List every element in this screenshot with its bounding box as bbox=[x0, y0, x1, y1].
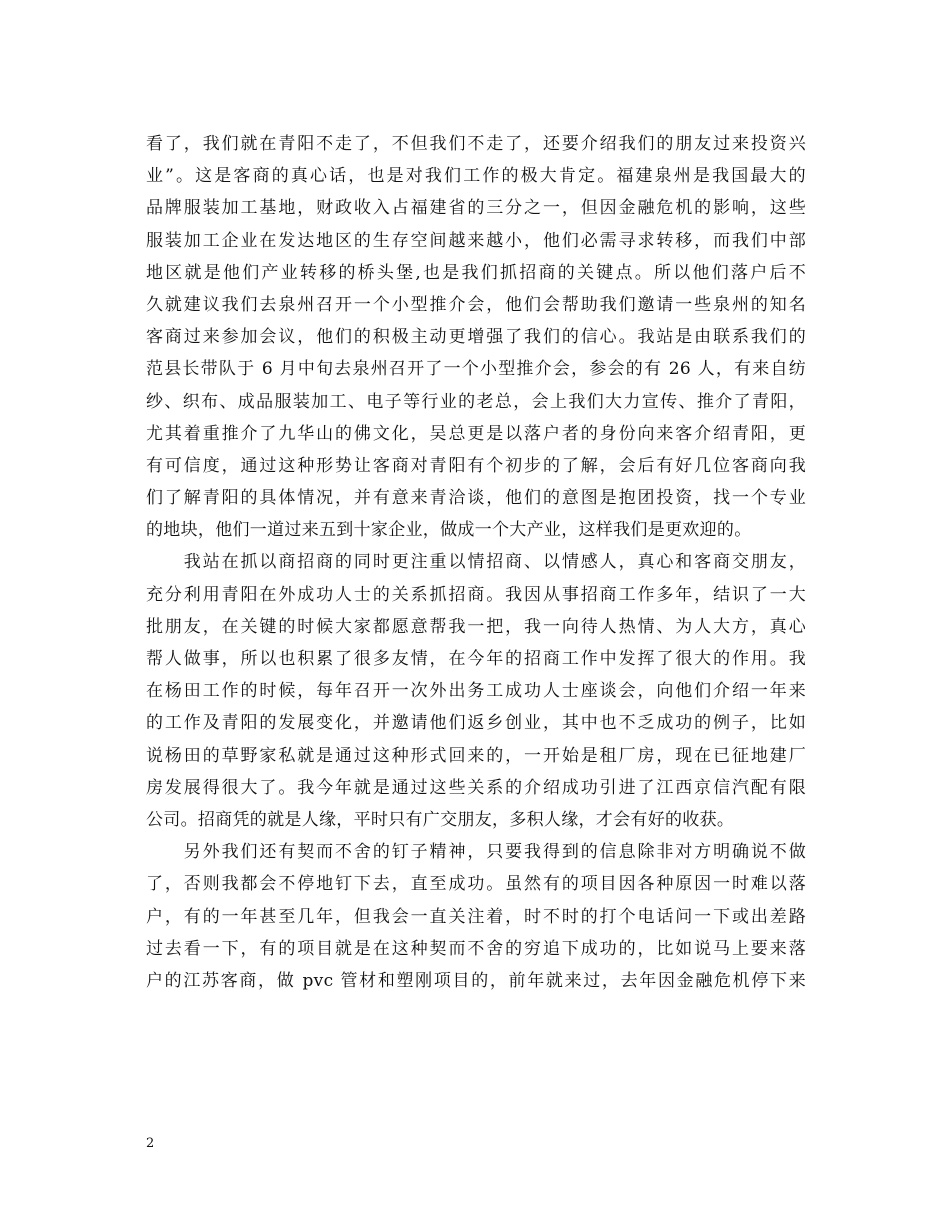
text-line: 户，有的一年甚至几年，但我会一直关注着，时不时的打个电话问一下或出差路 bbox=[146, 906, 806, 927]
text-line: 过去看一下，有的项目就是在这种契而不舍的穷追下成功的，比如说马上要来落 bbox=[146, 938, 806, 959]
page-number: 2 bbox=[146, 1136, 155, 1151]
text-line: 在杨田工作的时候，每年召开一次外出务工成功人士座谈会，向他们介绍一年来 bbox=[146, 681, 806, 702]
text-line: 公司。招商凭的就是人缘，平时只有广交朋友，多积人缘，才会有好的收获。 bbox=[146, 809, 735, 830]
paragraph-start-line: 我站在抓以商招商的同时更注重以情招商、以情感人，真心和客商交朋友， bbox=[146, 552, 806, 573]
text-line: 有可信度，通过这种形势让客商对青阳有个初步的了解，会后有好几位客商向我 bbox=[146, 455, 806, 476]
text-line: 了，否则我都会不停地钉下去，直至成功。虽然有的项目因各种原因一时难以落 bbox=[146, 874, 806, 895]
text-line: 业”。这是客商的真心话，也是对我们工作的极大肯定。福建泉州是我国最大的 bbox=[146, 166, 806, 187]
paragraph-start-line: 另外我们还有契而不舍的钉子精神，只要我得到的信息除非对方明确说不做 bbox=[146, 842, 806, 863]
text-line: 批朋友，在关键的时候大家都愿意帮我一把，我一向待人热情、为人大方，真心 bbox=[146, 616, 806, 637]
text-line: 帮人做事，所以也积累了很多友情，在今年的招商工作中发挥了很大的作用。我 bbox=[146, 649, 806, 669]
text-line: 尤其着重推介了九华山的佛文化，吴总更是以落户者的身份向来客介绍青阳，更 bbox=[146, 423, 806, 444]
body-text bbox=[146, 128, 806, 997]
text-line: 的工作及青阳的发展变化，并邀请他们返乡创业，其中也不乏成功的例子，比如 bbox=[146, 713, 806, 734]
text-line: 客商过来参加会议，他们的积极主动更增强了我们的信心。我站是由联系我们的 bbox=[146, 327, 806, 348]
text-line: 品牌服装加工基地，财政收入占福建省的三分之一，但因金融危机的影响，这些 bbox=[146, 198, 806, 219]
text-line: 的地块，他们一道过来五到十家企业，做成一个大产业，这样我们是更欢迎的。 bbox=[146, 520, 752, 541]
text-line: 房发展得很大了。我今年就是通过这些关系的介绍成功引进了江西京信汽配有限 bbox=[146, 777, 806, 798]
text-line: 户的江苏客商，做 pvc 管材和塑刚项目的，前年就来过，去年因金融危机停下来 bbox=[146, 970, 806, 991]
text-line: 充分利用青阳在外成功人士的关系抓招商。我因从事招商工作多年，结识了一大 bbox=[146, 584, 806, 605]
text-line: 看了，我们就在青阳不走了，不但我们不走了，还要介绍我们的朋友过来投资兴 bbox=[146, 134, 806, 154]
text-line: 久就建议我们去泉州召开一个小型推介会，他们会帮助我们邀请一些泉州的知名 bbox=[146, 294, 806, 315]
text-line: 地区就是他们产业转移的桥头堡,也是我们抓招商的关键点。所以他们落户后不 bbox=[146, 262, 806, 283]
text-line: 服装加工企业在发达地区的生存空间越来越小，他们必需寻求转移，而我们中部 bbox=[146, 230, 806, 251]
text-line: 们了解青阳的具体情况，并有意来青洽谈，他们的意图是抱团投资，找一个专业 bbox=[146, 488, 806, 509]
text-line: 纱、织布、成品服装加工、电子等行业的老总，会上我们大力宣传、推介了青阳， bbox=[146, 391, 806, 412]
text-line: 说杨田的草野家私就是通过这种形式回来的，一开始是租厂房，现在已征地建厂 bbox=[146, 745, 806, 766]
text-line: 范县长带队于 6 月中旬去泉州召开了一个小型推介会，参会的有 26 人，有来自纺 bbox=[146, 359, 806, 380]
